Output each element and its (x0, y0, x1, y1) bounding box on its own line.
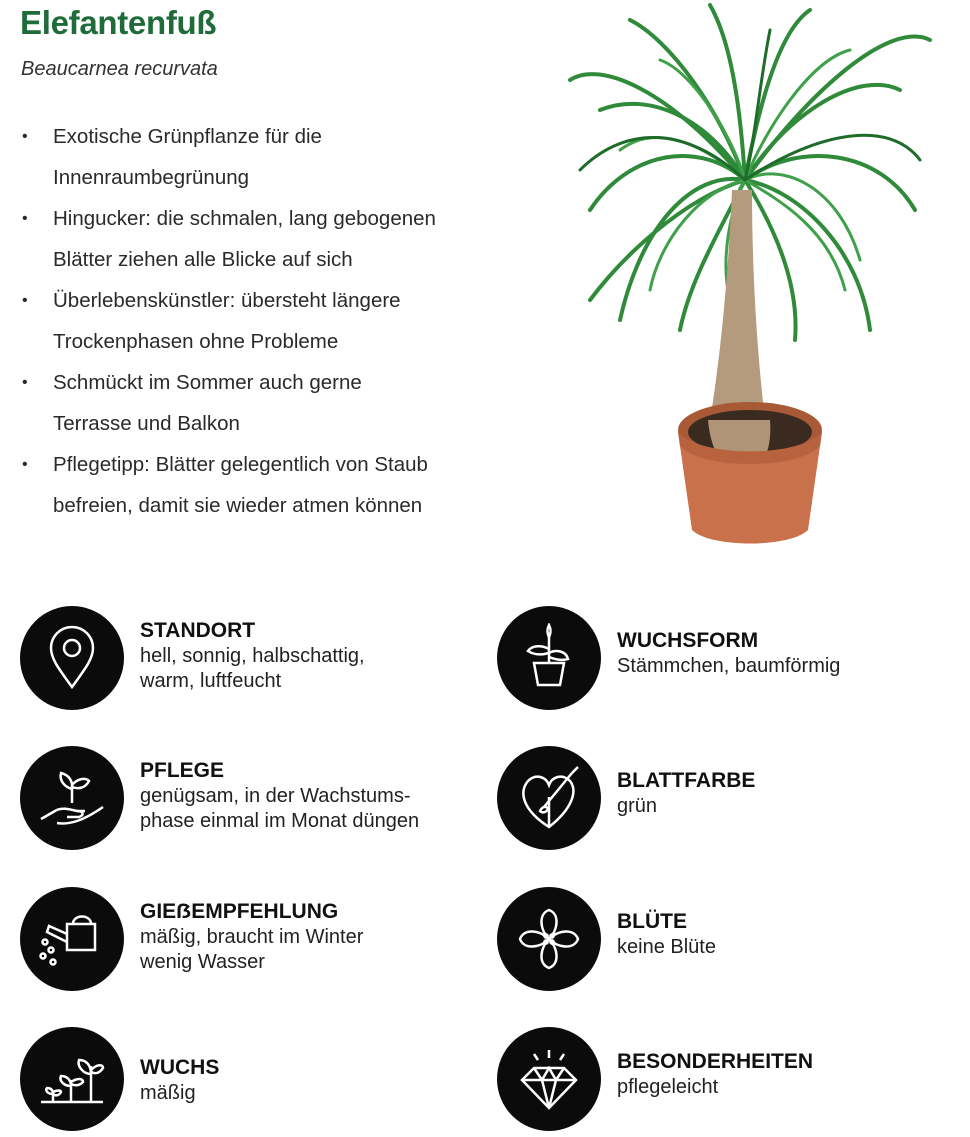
page-title: Elefantenfuß (20, 4, 217, 41)
plant-image (560, 0, 940, 560)
feature-giessempfehlung (20, 887, 440, 997)
potted-plant-icon (497, 606, 601, 710)
feature-description: mäßig, braucht im Winter wenig Wasser (140, 926, 364, 973)
feature-wuchsform (497, 606, 917, 716)
feature-title: STANDORT (140, 619, 256, 642)
feature-title: PFLEGE (140, 759, 225, 782)
feature-blattfarbe (497, 746, 917, 856)
diamond-icon (497, 1027, 601, 1131)
feature-description: genügsam, in der Wachstums- phase einmal im Monat düngen (140, 785, 420, 832)
hand-sprout-icon (20, 746, 124, 850)
feature-title: BLATTFARBE (617, 769, 756, 792)
feature-bullet-list (22, 116, 492, 526)
bullet-icon: • (22, 292, 28, 309)
feature-description: pflegeleicht (617, 1076, 719, 1098)
leaf-brush-icon (497, 746, 601, 850)
feature-description: keine Blüte (617, 936, 716, 958)
bullet-icon: • (22, 374, 28, 391)
feature-title: GIEẞEMPFEHLUNG (140, 900, 339, 923)
feature-description: mäßig (140, 1082, 196, 1104)
feature-pflege (20, 746, 440, 856)
watering-can-icon (20, 887, 124, 991)
bullet-icon: • (22, 210, 28, 227)
bullet-icon: • (22, 128, 28, 145)
location-pin-icon (20, 606, 124, 710)
list-item: • Exotische Grünpflanze für die Innenraumbegrünung (22, 116, 492, 198)
feature-description: hell, sonnig, halbschattig, warm, luftfeucht (140, 645, 365, 692)
bullet-icon: • (22, 456, 28, 473)
feature-title: WUCHS (140, 1056, 220, 1079)
feature-description: grün (617, 795, 658, 817)
feature-title: BESONDERHEITEN (617, 1050, 814, 1073)
feature-wuchs (20, 1027, 440, 1137)
feature-title: BLÜTE (617, 910, 687, 933)
botanical-name: Beaucarnea recurvata (21, 58, 218, 80)
feature-besonderheiten (497, 1027, 917, 1137)
feature-description: Stämmchen, baumförmig (617, 655, 841, 677)
feature-bluete (497, 887, 917, 997)
feature-standort (20, 606, 440, 716)
growing-plants-icon (20, 1027, 124, 1131)
list-item: • Pflegetipp: Blätter gelegentlich von Staub befreien, damit sie wieder atmen können (22, 444, 492, 526)
list-item: • Hingucker: die schmalen, lang gebogenen Blätter ziehen alle Blicke auf sich (22, 198, 492, 280)
feature-title: WUCHSFORM (617, 629, 759, 652)
list-item: • Schmückt im Sommer auch gerne Terrasse und Balkon (22, 362, 492, 444)
list-item: • Überlebenskünstler: übersteht längere Trockenphasen ohne Probleme (22, 280, 492, 362)
flower-icon (497, 887, 601, 991)
